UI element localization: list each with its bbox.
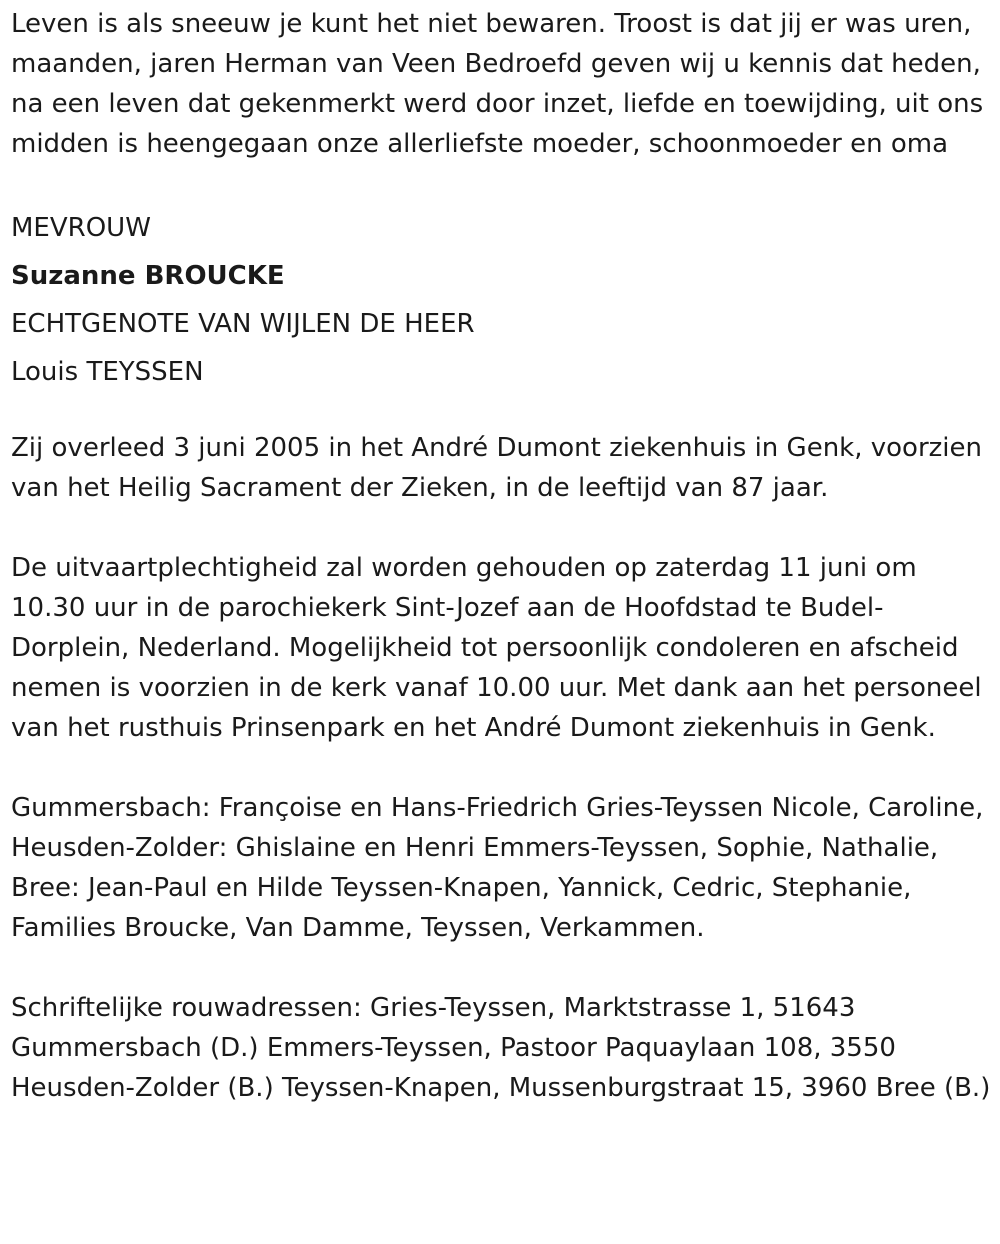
spouse-name: Louis TEYSSEN: [11, 357, 204, 387]
relation-label: ECHTGENOTE VAN WIJLEN DE HEER: [11, 309, 475, 339]
funeral-paragraph: De uitvaartplechtigheid zal worden gehouden op zaterdag 11 juni om 10.30 uur in de parochiekerk Sint-Jozef aan de Hoofdstad te Budel-Dorplein, Nederland. Mogelijkheid tot persoonlijk condoleren en afscheid nemen is voorzien in de kerk vanaf 10.00 uur. Met dank aan het personeel van het rusthuis Prinsenpark en het André Dumont ziekenhuis in Genk.: [11, 553, 982, 743]
deceased-block: [11, 204, 991, 396]
intro-paragraph: Leven is als sneeuw je kunt het niet bewaren. Troost is dat jij er was uren, maanden, jaren Herman van Veen Bedroefd geven wij u kennis dat heden, na een leven dat gekenmerkt werd door inzet, liefde en toewijding, uit ons midden is heengegaan onze allerliefste moeder, schoonmoeder en oma: [11, 9, 984, 159]
death-paragraph: Zij overleed 3 juni 2005 in het André Dumont ziekenhuis in Genk, voorzien van het Heilig Sacrament der Zieken, in de leeftijd van 87 jaar.: [11, 433, 982, 503]
family-paragraph: Gummersbach: Françoise en Hans-Friedrich Gries-Teyssen Nicole, Caroline, Heusden-Zolder: Ghislaine en Henri Emmers-Teyssen, Sophie, Nathalie, Bree: Jean-Paul en Hilde Teyssen-Knapen, Yannick, Cedric, Stephanie, Families Broucke, Van Damme, Teyssen, Verkammen.: [11, 793, 984, 943]
deceased-name: Suzanne BROUCKE: [11, 261, 285, 291]
honorific-title: MEVROUW: [11, 213, 151, 243]
obituary-notice: [11, 4, 991, 1108]
addresses-paragraph: Schriftelijke rouwadressen: Gries-Teyssen, Marktstrasse 1, 51643 Gummersbach (D.) Emmers-Teyssen, Pastoor Paquaylaan 108, 3550 Heusden-Zolder (B.) Teyssen-Knapen, Mussenburgstraat 15, 3960 Bree (B.): [11, 993, 991, 1103]
